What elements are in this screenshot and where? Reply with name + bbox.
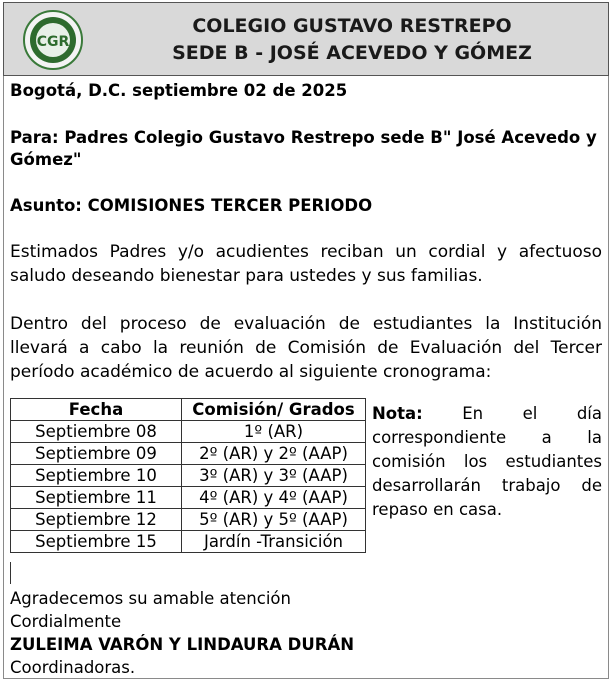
table-row bbox=[11, 531, 366, 553]
recipient-line-2: Gómez" bbox=[10, 150, 82, 169]
table-header-row bbox=[11, 399, 366, 421]
row-date: Septiembre 11 bbox=[11, 487, 182, 509]
process-paragraph: Dentro del proceso de evaluación de estudiantes la Institución llevará a cabo la reunión de Comisión de Evaluación del Tercer período académico de acuerdo al siguiente cronograma: bbox=[10, 314, 602, 382]
row-date: Septiembre 08 bbox=[11, 421, 182, 443]
note-text: En el día correspondiente a la comisión los estudiantes desarrollarán trabajo de repaso en casa. bbox=[372, 404, 602, 519]
letterhead bbox=[3, 2, 609, 76]
schedule-table bbox=[10, 398, 366, 553]
subject-line: Asunto: COMISIONES TERCER PERIODO bbox=[10, 196, 373, 215]
header-fecha: Fecha bbox=[11, 399, 182, 421]
note-label: Nota: bbox=[372, 404, 423, 423]
row-date: Septiembre 15 bbox=[11, 531, 182, 553]
header-comision: Comisión/ Grados bbox=[182, 399, 366, 421]
table-row bbox=[11, 509, 366, 531]
greeting-paragraph: Estimados Padres y/o acudientes reciban un cordial y afectuoso saludo deseando bienestar para ustedes y sus familias. bbox=[10, 242, 602, 286]
row-date: Septiembre 12 bbox=[11, 509, 182, 531]
table-row bbox=[11, 421, 366, 443]
closing-regards: Cordialmente bbox=[10, 612, 122, 631]
row-date: Septiembre 10 bbox=[11, 465, 182, 487]
date-line: Bogotá, D.C. septiembre 02 de 2025 bbox=[10, 81, 348, 100]
row-grades: Jardín -Transición bbox=[182, 531, 366, 553]
signers-role: Coordinadoras. bbox=[10, 658, 136, 677]
table-row bbox=[11, 487, 366, 509]
school-name: COLEGIO GUSTAVO RESTREPO bbox=[192, 15, 512, 37]
note-block bbox=[372, 402, 602, 522]
row-date: Septiembre 09 bbox=[11, 443, 182, 465]
logo-text: CGR bbox=[36, 34, 70, 50]
table-row bbox=[11, 465, 366, 487]
row-grades: 5º (AR) y 5º (AAP) bbox=[182, 509, 366, 531]
recipient-line-1: Para: Padres Colegio Gustavo Restrepo sede B" José Acevedo y bbox=[10, 128, 597, 147]
row-grades: 1º (AR) bbox=[182, 421, 366, 443]
closing-thanks: Agradecemos su amable atención bbox=[10, 589, 291, 608]
row-grades: 4º (AR) y 4º (AAP) bbox=[182, 487, 366, 509]
divider bbox=[10, 562, 11, 584]
school-logo-icon bbox=[22, 9, 84, 71]
signers: ZULEIMA VARÓN Y LINDAURA DURÁN bbox=[10, 635, 355, 654]
row-grades: 2º (AR) y 2º (AAP) bbox=[182, 443, 366, 465]
school-branch: SEDE B - JOSÉ ACEVEDO Y GÓMEZ bbox=[172, 42, 532, 64]
row-grades: 3º (AR) y 3º (AAP) bbox=[182, 465, 366, 487]
table-row bbox=[11, 443, 366, 465]
